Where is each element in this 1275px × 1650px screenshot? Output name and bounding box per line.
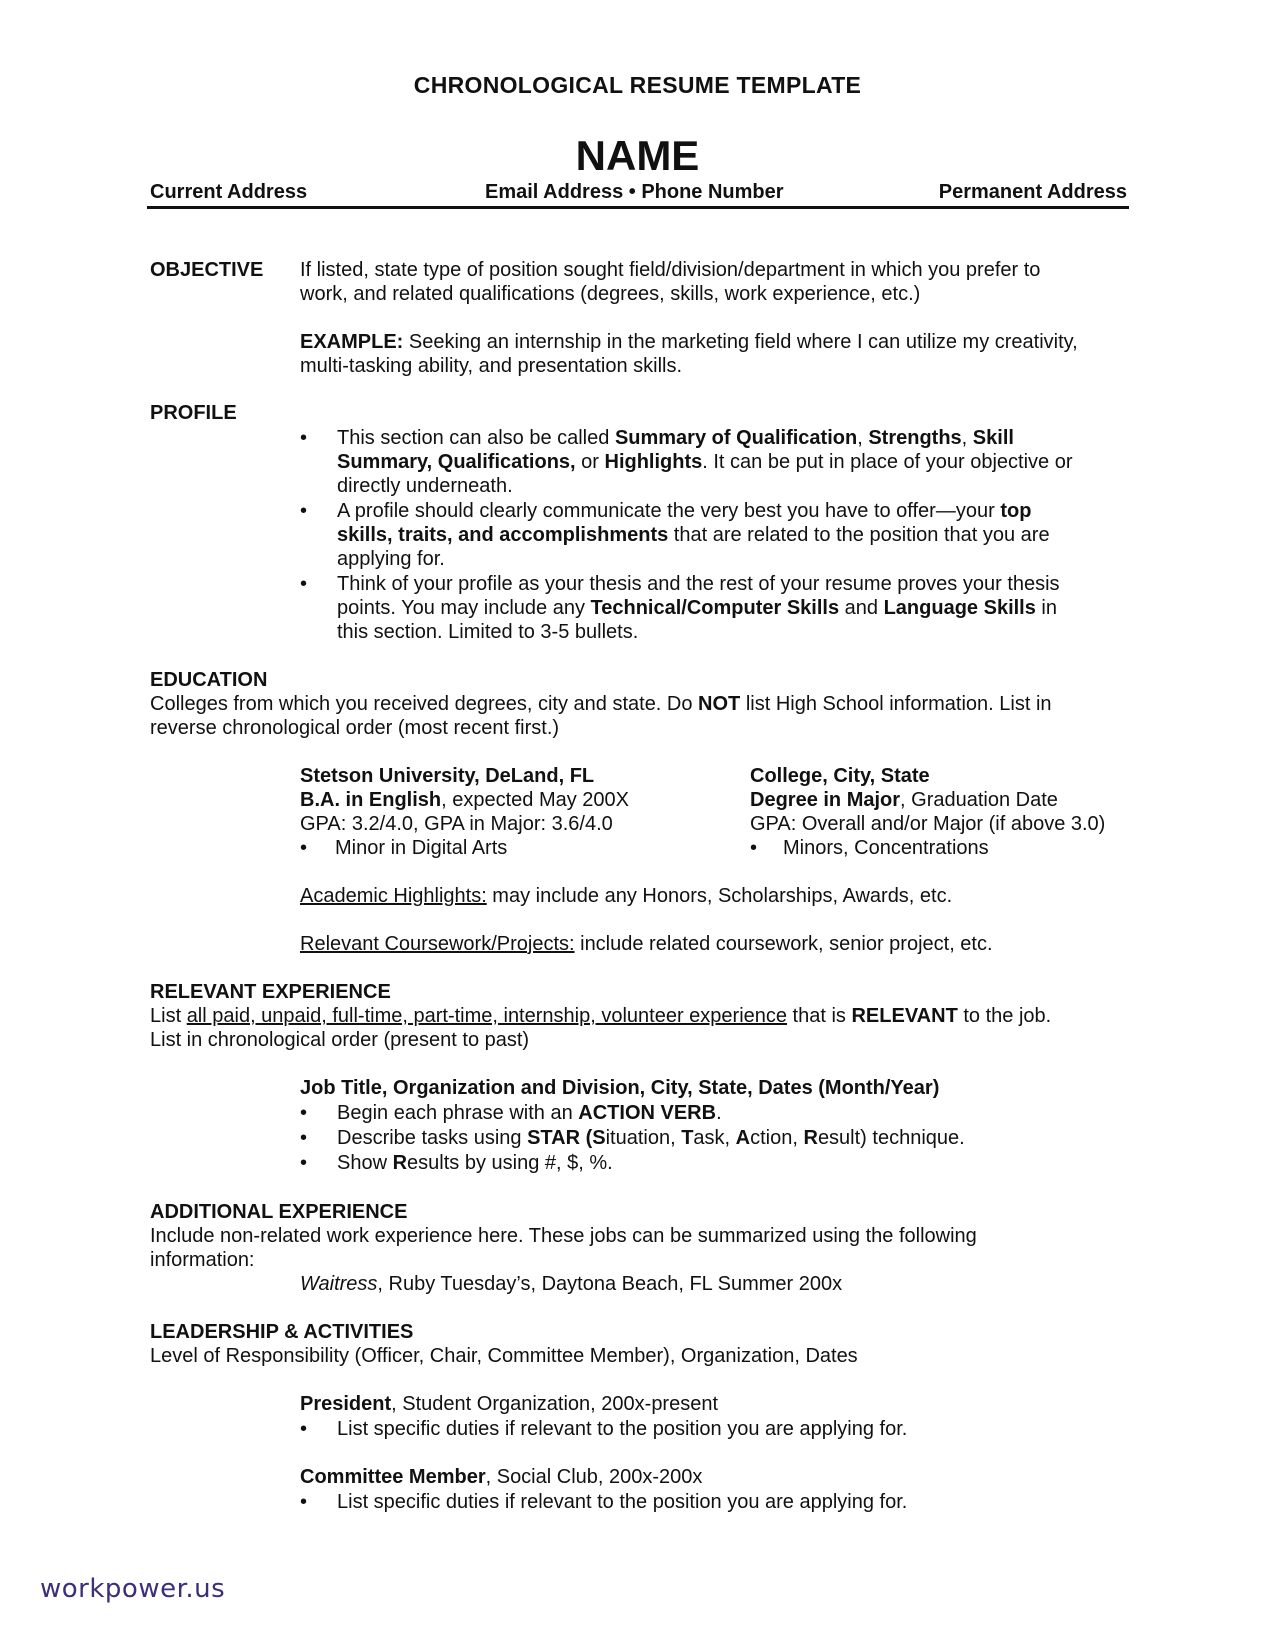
relevant-bullet-3: Show Results by using #, $, %.: [337, 1152, 613, 1174]
education-line-2: reverse chronological order (most recent first.): [150, 717, 560, 739]
edu-left-minor: Minor in Digital Arts: [335, 837, 508, 859]
edu-right-minor: Minors, Concentrations: [783, 837, 989, 859]
permanent-address: Permanent Address: [938, 181, 1127, 203]
leadership-bullet-1-marker: •: [300, 1418, 308, 1440]
profile-bullet-2-marker: •: [300, 500, 308, 522]
header-divider: [147, 206, 1129, 209]
edu-right-degree: Degree in Major, Graduation Date: [750, 789, 1058, 811]
edu-right-gpa: GPA: Overall and/or Major (if above 3.0): [750, 813, 1106, 835]
relevant-experience-heading: RELEVANT EXPERIENCE: [150, 981, 391, 1003]
objective-line-2: work, and related qualifications (degrees, skills, work experience, etc.): [300, 283, 921, 305]
additional-job: Waitress, Ruby Tuesday’s, Daytona Beach, FL Summer 200x: [300, 1273, 843, 1295]
document-title: CHRONOLOGICAL RESUME TEMPLATE: [413, 72, 862, 98]
leadership-bullet-2: List specific duties if relevant to the position you are applying for.: [337, 1491, 908, 1513]
leadership-role-1: President, Student Organization, 200x-present: [300, 1393, 719, 1415]
profile-bullet-1-line-2: Summary, Qualifications, or Highlights. It can be put in place of your objective or: [337, 451, 1073, 473]
academic-highlights: Academic Highlights: may include any Honors, Scholarships, Awards, etc.: [300, 885, 953, 907]
profile-bullet-2-line-2: skills, traits, and accomplishments that are related to the position that you are: [337, 524, 1050, 546]
edu-left-gpa: GPA: 3.2/4.0, GPA in Major: 3.6/4.0: [300, 813, 613, 835]
profile-bullet-3-line-2: points. You may include any Technical/Computer Skills and Language Skills in: [337, 597, 1057, 619]
objective-heading: OBJECTIVE: [150, 259, 264, 281]
relevant-bullet-2: Describe tasks using STAR (Situation, Task, Action, Result) technique.: [337, 1127, 965, 1149]
edu-right-school: College, City, State: [750, 765, 930, 787]
edu-left-school: Stetson University, DeLand, FL: [300, 765, 595, 787]
relevant-bullet-1: Begin each phrase with an ACTION VERB.: [337, 1102, 722, 1124]
relevant-bullet-3-marker: •: [300, 1152, 308, 1174]
example-label: EXAMPLE:: [300, 331, 404, 353]
objective-example-line-2: multi-tasking ability, and presentation skills.: [300, 355, 683, 377]
additional-experience-heading: ADDITIONAL EXPERIENCE: [150, 1201, 408, 1223]
edu-left-degree: B.A. in English, expected May 200X: [300, 789, 630, 811]
edu-right-minor-marker: •: [750, 837, 758, 859]
current-address: Current Address: [150, 181, 308, 203]
objective-example-line-1: EXAMPLE: Seeking an internship in the marketing field where I can utilize my creativity,: [300, 331, 1078, 353]
leadership-bullet-2-marker: •: [300, 1491, 308, 1513]
leadership-heading: LEADERSHIP & ACTIVITIES: [150, 1321, 414, 1343]
profile-bullet-3-marker: •: [300, 573, 308, 595]
job-title-line: Job Title, Organization and Division, City, State, Dates (Month/Year): [300, 1077, 940, 1099]
relevant-bullet-1-marker: •: [300, 1102, 308, 1124]
email-phone: Email Address • Phone Number: [485, 181, 784, 203]
profile-bullet-1-line-3: directly underneath.: [337, 475, 513, 497]
relevant-coursework: Relevant Coursework/Projects: include related coursework, senior project, etc.: [300, 933, 993, 955]
additional-line-1: Include non-related work experience here. These jobs can be summarized using the following: [150, 1225, 977, 1247]
leadership-role-2: Committee Member, Social Club, 200x-200x: [300, 1466, 703, 1488]
edu-left-minor-marker: •: [300, 837, 308, 859]
relevant-line-2: List in chronological order (present to past): [150, 1029, 530, 1051]
profile-bullet-2-line-1: A profile should clearly communicate the very best you have to offer—your top: [337, 500, 1032, 522]
profile-bullet-1-marker: •: [300, 427, 308, 449]
objective-line-1: If listed, state type of position sought field/division/department in which you prefer to: [300, 259, 1041, 281]
profile-bullet-3-line-1: Think of your profile as your thesis and the rest of your resume proves your thesis: [337, 573, 1060, 595]
watermark: workpower.us: [40, 1574, 226, 1604]
education-line-1: Colleges from which you received degrees, city and state. Do NOT list High School information. List in: [150, 693, 1052, 715]
profile-bullet-3-line-3: this section. Limited to 3-5 bullets.: [337, 621, 639, 643]
leadership-bullet-1: List specific duties if relevant to the position you are applying for.: [337, 1418, 908, 1440]
relevant-line-1: List all paid, unpaid, full-time, part-time, internship, volunteer experience that is RELEVANT to the job.: [150, 1005, 1052, 1027]
leadership-line-1: Level of Responsibility (Officer, Chair, Committee Member), Organization, Dates: [150, 1345, 858, 1367]
profile-bullet-1-line-1: This section can also be called Summary of Qualification, Strengths, Skill: [337, 427, 1014, 449]
profile-bullet-2-line-3: applying for.: [337, 548, 445, 570]
additional-line-2: information:: [150, 1249, 255, 1271]
profile-heading: PROFILE: [150, 402, 237, 424]
name-heading: NAME: [575, 132, 700, 179]
relevant-bullet-2-marker: •: [300, 1127, 308, 1149]
education-heading: EDUCATION: [150, 669, 268, 691]
